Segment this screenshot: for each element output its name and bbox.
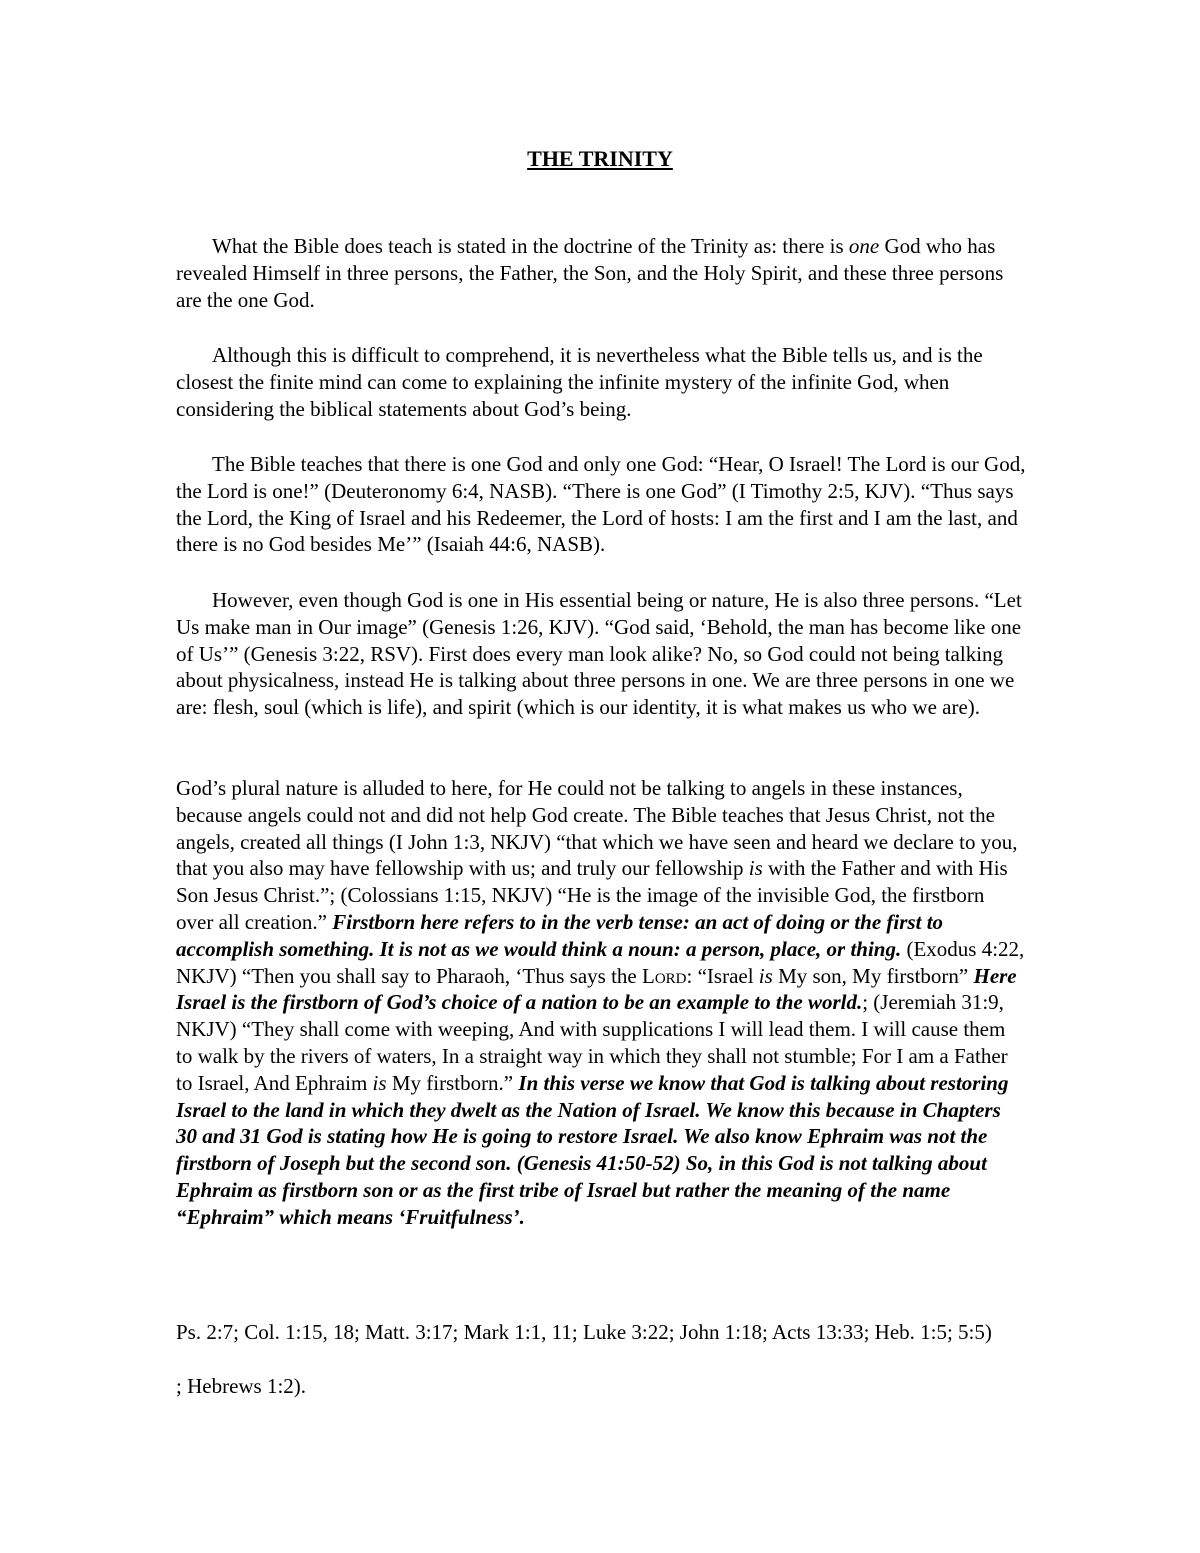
p5-text-2: with the Father and with His Son Jesus Christ.”; (Colossians 1:15, NKJV) “He is the image of the invisible God, the firstborn over all creation.”	[176, 856, 1008, 934]
p5-text-6: ; (Jeremiah 31:9, NKJV) “They shall come with weeping, And with supplications I will lead them. I will cause them to walk by the rivers of waters, In a straight way in which they shall not stumble; For I am a Father to Israel, And Ephraim	[176, 990, 1008, 1095]
paragraph-plural-nature	[176, 775, 1026, 1231]
p5-text-7: My firstborn.”	[386, 1070, 519, 1095]
paragraph-hebrews-reference: ; Hebrews 1:2).	[176, 1374, 307, 1398]
paragraph-references: Ps. 2:7; Col. 1:15, 18; Matt. 3:17; Mark 1:1, 11; Luke 3:22; John 1:18; Acts 13:33; Heb. 1:5; 5:5)	[176, 1320, 992, 1344]
p1-emphasis-one: one	[848, 234, 880, 258]
paragraph-one-god: The Bible teaches that there is one God and only one God: “Hear, O Israel! The Lord is our God, the Lord is one!” (Deuteronomy 6:4, NASB). “There is one God” (I Timothy 2:5, KJV). “Thus says the Lord, the King of Israel and his Redeemer, the Lord of hosts: I am the first and I am the last, and there is no God besides Me’” (Isaiah 44:6, NASB).	[176, 452, 1026, 557]
document-title: THE TRINITY	[527, 146, 673, 171]
p5-bold-israel-note: Here Israel is the firstborn of God’s choice of a nation to be an example to the world.	[176, 963, 1017, 1015]
p5-text-1: God’s plural nature is alluded to here, for He could not be talking to angels in these instances, because angels could not and did not help God create. The Bible teaches that Jesus Christ, not the angels, created all things (I John 1:3, NKJV) “that which we have seen and heard we declare to you, that you also may have fellowship with us; and truly our fellowship	[176, 776, 1018, 881]
p1-text-b: God who has revealed Himself in three persons, the Father, the Son, and the Holy Spirit, and these three persons are the one God.	[176, 234, 1004, 312]
p5-bold-firstborn-note: Firstborn here refers to in the verb tense: an act of doing or the first to accomplish something. It is not as we would think a noun: a person, place, or thing.	[176, 909, 944, 961]
p5-bold-ephraim-note: In this verse we know that God is talking about restoring Israel to the land in which they dwelt as the Nation of Israel. We know this because in Chapters 30 and 31 God is stating how He is going to restore Israel. We also know Ephraim was not the firstborn of Joseph but the second son. (Genesis 41:50-52) So, in this God is not talking about Ephraim as firstborn son or as the first tribe of Israel but rather the meaning of the name “Ephraim” which means ‘Fruitfulness’.	[176, 1070, 1009, 1229]
p5-text-3: (Exodus 4:22, NKJV) “Then you shall say to Pharaoh, ‘Thus says the	[176, 936, 1025, 988]
paragraph-comprehension: Although this is difficult to comprehend, it is nevertheless what the Bible tells us, and is the closest the finite mind can come to explaining the infinite mystery of the infinite God, when considering the biblical statements about God’s being.	[176, 343, 983, 421]
p5-emphasis-is-2: is	[758, 963, 773, 988]
p5-emphasis-is-3: is	[372, 1070, 387, 1095]
paragraph-three-persons: However, even though God is one in His essential being or nature, He is also three persons. “Let Us make man in Our image” (Genesis 1:26, KJV). “God said, ‘Behold, the man has become like one of Us’” (Genesis 3:22, RSV). First does every man look alike? No, so God could not being talking about physicalness, instead He is talking about three persons in one. We are three persons in one we are: flesh, soul (which is life), and spirit (which is our identity, it is what makes us who we are).	[176, 588, 1022, 720]
p5-text-4: : “Israel	[686, 963, 759, 988]
p5-text-5: My son, My firstborn”	[772, 963, 974, 988]
p5-lord-smallcaps: Lord	[642, 963, 687, 988]
p1-text-a: What the Bible does teach is stated in the doctrine of the Trinity as: there is	[212, 234, 849, 258]
p5-emphasis-is-1: is	[748, 856, 763, 881]
paragraph-trinity-definition	[176, 233, 1026, 313]
